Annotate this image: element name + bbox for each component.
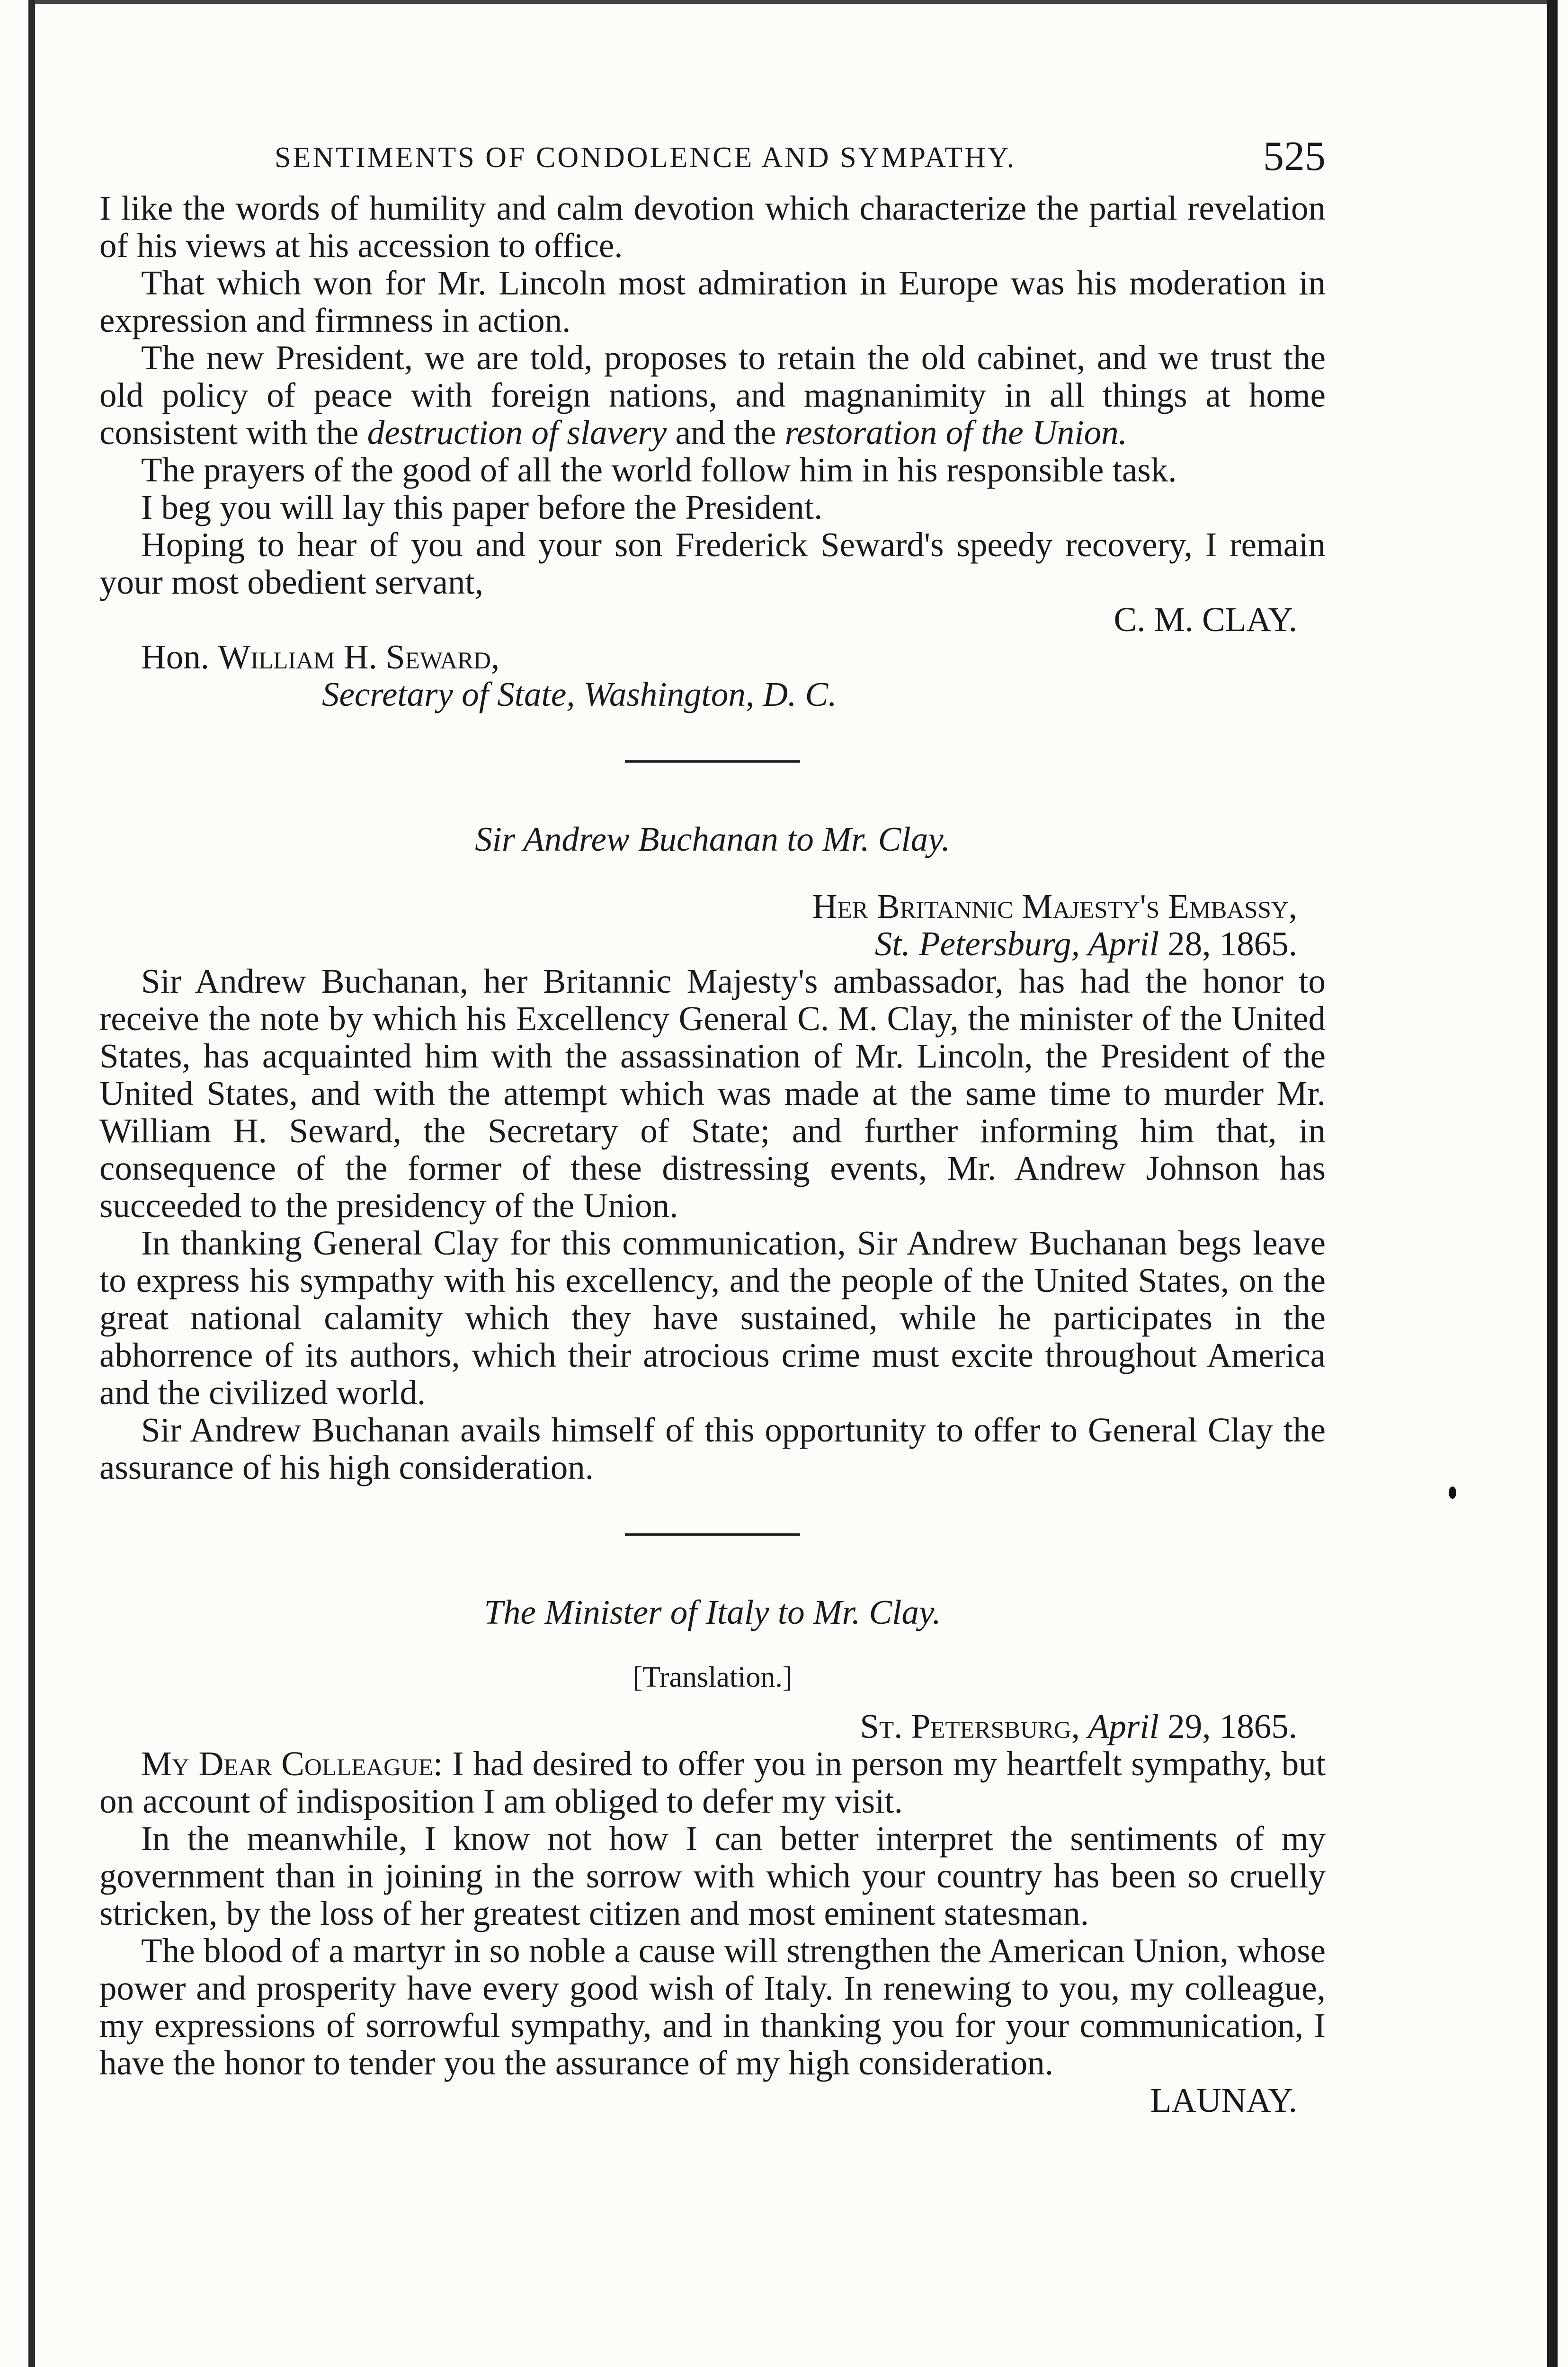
italic-text: restoration of the Union. bbox=[784, 413, 1127, 452]
letter-launay bbox=[99, 1593, 1326, 2119]
dateline-place: Her Britannic Majesty's Embassy, bbox=[812, 887, 1297, 925]
ink-speck bbox=[1449, 1486, 1456, 1499]
dateline-city: St. Petersburg, bbox=[874, 925, 1080, 963]
paragraph bbox=[99, 1745, 1326, 1820]
running-title: SENTIMENTS OF CONDOLENCE AND SYMPATHY. bbox=[275, 142, 1016, 174]
divider-rule bbox=[625, 1533, 800, 1536]
letter-clay-continuation bbox=[99, 189, 1326, 713]
paragraph: The prayers of the good of all the world follow him in his responsible task. bbox=[141, 451, 1177, 489]
divider-rule bbox=[625, 760, 800, 763]
dateline-day-year: 29, 1865. bbox=[1159, 1707, 1297, 1745]
dateline-month: April bbox=[1080, 925, 1159, 963]
running-head bbox=[99, 133, 1326, 189]
section-divider bbox=[99, 760, 1326, 763]
paragraph: Sir Andrew Buchanan avails himself of this opportunity to offer to General Clay the assurance of his high consideration. bbox=[99, 1411, 1326, 1486]
addressee-name bbox=[99, 638, 1326, 676]
paragraph: Hoping to hear of you and your son Frederick Seward's speedy recovery, I remain your most obedient servant, bbox=[99, 525, 1326, 601]
salutation: My Dear Colleague bbox=[141, 1744, 433, 1783]
paragraph: That which won for Mr. Lincoln most admiration in Europe was his moderation in expression and firmness in action. bbox=[99, 264, 1326, 339]
text-run: : I had desired to offer you in person my heartfelt sympathy, but on account of indisposition I am obliged to defer my visit. bbox=[99, 1744, 1326, 1820]
section-divider bbox=[99, 1533, 1326, 1536]
paragraph: In the meanwhile, I know not how I can better interpret the sentiments of my government than in joining in the sorrow with which your country has been so cruelly stricken, by the loss of her greatest citizen and most eminent statesman. bbox=[99, 1819, 1326, 1932]
paragraph: I beg you will lay this paper before the President. bbox=[141, 488, 823, 526]
paragraph: I like the words of humility and calm devotion which characterize the partial revelation of his views at his accession to office. bbox=[99, 189, 1326, 265]
text-run: The new President, we are told, proposes to retain the old cabinet, and we trust the old policy of peace with foreign nations, and magnanimity in all things at home consistent with the bbox=[99, 338, 1326, 452]
page-number: 525 bbox=[1263, 133, 1326, 179]
paragraph bbox=[99, 339, 1326, 451]
dateline-date bbox=[99, 925, 1326, 962]
page-top-edge bbox=[28, 0, 1558, 4]
dateline-date bbox=[99, 1708, 1326, 1745]
page-content bbox=[99, 133, 1326, 2119]
dateline-month: April bbox=[1080, 1707, 1159, 1745]
translation-note: [Translation.] bbox=[633, 1661, 793, 1693]
dateline-city: St. Petersburg, bbox=[860, 1707, 1080, 1745]
italic-text: destruction of slavery bbox=[367, 413, 667, 452]
letter-heading: Sir Andrew Buchanan to Mr. Clay. bbox=[475, 820, 950, 858]
dateline-day-year: 28, 1865. bbox=[1159, 925, 1297, 963]
paragraph: In thanking General Clay for this communication, Sir Andrew Buchanan begs leave to express his sympathy with his excellency, and the people of the United States, on the great national calamity which they have sustained, while he participates in the abhorrence of its authors, which their atrocious crime must excite throughout America and the civilized world. bbox=[99, 1224, 1326, 1412]
addressee-prefix: Hon. bbox=[141, 638, 218, 676]
paragraph: Sir Andrew Buchanan, her Britannic Majesty's ambassador, has had the honor to receive the note by which his Excellency General C. M. Clay, the minister of the United States, has acquainted him with the assassination of Mr. Lincoln, the President of the United States, and with the attempt which was made at the same time to murder Mr. William H. Seward, the Secretary of State; and further informing him that, in consequence of the former of these distressing events, Mr. Andrew Johnson has succeeded to the presidency of the Union. bbox=[99, 962, 1326, 1225]
signature: C. M. CLAY. bbox=[1114, 600, 1297, 639]
addressee-title: Secretary of State, Washington, D. C. bbox=[322, 675, 837, 713]
text-run: and the bbox=[667, 413, 785, 452]
letter-buchanan bbox=[99, 819, 1326, 1486]
signature: LAUNAY. bbox=[1150, 2081, 1297, 2119]
addressee-person: William H. Seward, bbox=[218, 638, 500, 676]
paragraph: The blood of a martyr in so noble a cause will strengthen the American Union, whose power and prosperity have every good wish of Italy. In renewing to you, my colleague, my expressions of sorrowful sympathy, and in thanking you for your communication, I have the honor to tender you the assurance of my high consideration. bbox=[99, 1931, 1326, 2082]
letter-heading: The Minister of Italy to Mr. Clay. bbox=[484, 1593, 941, 1631]
page-right-edge bbox=[1547, 0, 1558, 2367]
page-left-edge bbox=[28, 0, 35, 2367]
